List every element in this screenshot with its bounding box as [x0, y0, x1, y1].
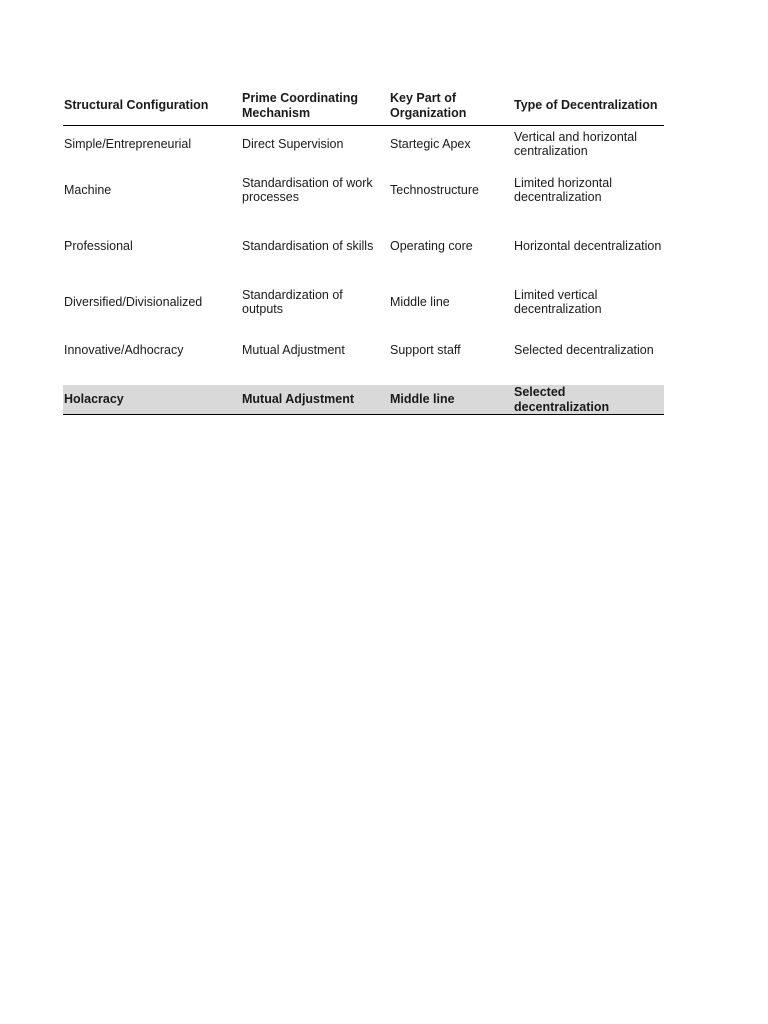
table-row-highlighted	[63, 385, 664, 415]
cell-key-part: Operating core	[390, 238, 473, 253]
header-key-part-of-organization: Key Part of Organization	[389, 88, 513, 126]
cell-key-part: Support staff	[390, 342, 461, 357]
cell-decentralization: Selected decentralization	[514, 342, 654, 357]
table-row	[63, 218, 664, 274]
row-spacer	[63, 370, 664, 385]
cell-decentralization: Horizontal decentralization	[514, 238, 662, 253]
cell-key-part: Middle line	[390, 294, 450, 309]
cell-key-part: Middle line	[389, 385, 513, 415]
cell-structural-configuration: Diversified/Divisionalized	[64, 294, 203, 309]
cell-coordinating-mechanism: Mutual Adjustment	[241, 385, 389, 415]
header-prime-coordinating-mechanism: Prime Coordinating Mechanism	[241, 88, 389, 126]
cell-structural-configuration: Professional	[64, 238, 133, 253]
cell-coordinating-mechanism: Mutual Adjustment	[242, 342, 345, 357]
structural-configuration-table	[63, 88, 664, 415]
header-type-of-decentralization: Type of Decentralization	[513, 88, 664, 126]
cell-decentralization: Vertical and horizontal centralization	[514, 129, 637, 158]
header-structural-configuration: Structural Configuration	[63, 88, 241, 126]
cell-coordinating-mechanism: Standardization of outputs	[242, 287, 343, 316]
table-row	[63, 330, 664, 370]
cell-decentralization: Limited horizontal decentralization	[514, 175, 612, 204]
cell-decentralization: Selected decentralization	[513, 385, 664, 415]
cell-coordinating-mechanism: Standardisation of work processes	[242, 175, 373, 204]
table-header-row	[63, 88, 664, 126]
cell-structural-configuration: Simple/Entrepreneurial	[64, 136, 192, 151]
cell-key-part: Technostructure	[390, 182, 479, 197]
cell-structural-configuration: Machine	[64, 182, 112, 197]
table-row	[63, 162, 664, 218]
cell-structural-configuration: Innovative/Adhocracy	[64, 342, 184, 357]
table-row	[63, 274, 664, 330]
cell-key-part: Startegic Apex	[390, 136, 471, 151]
cell-decentralization: Limited vertical decentralization	[514, 287, 602, 316]
cell-coordinating-mechanism: Standardisation of skills	[242, 238, 374, 253]
cell-structural-configuration: Holacracy	[63, 385, 241, 415]
table-row	[63, 126, 664, 163]
cell-coordinating-mechanism: Direct Supervision	[242, 136, 344, 151]
